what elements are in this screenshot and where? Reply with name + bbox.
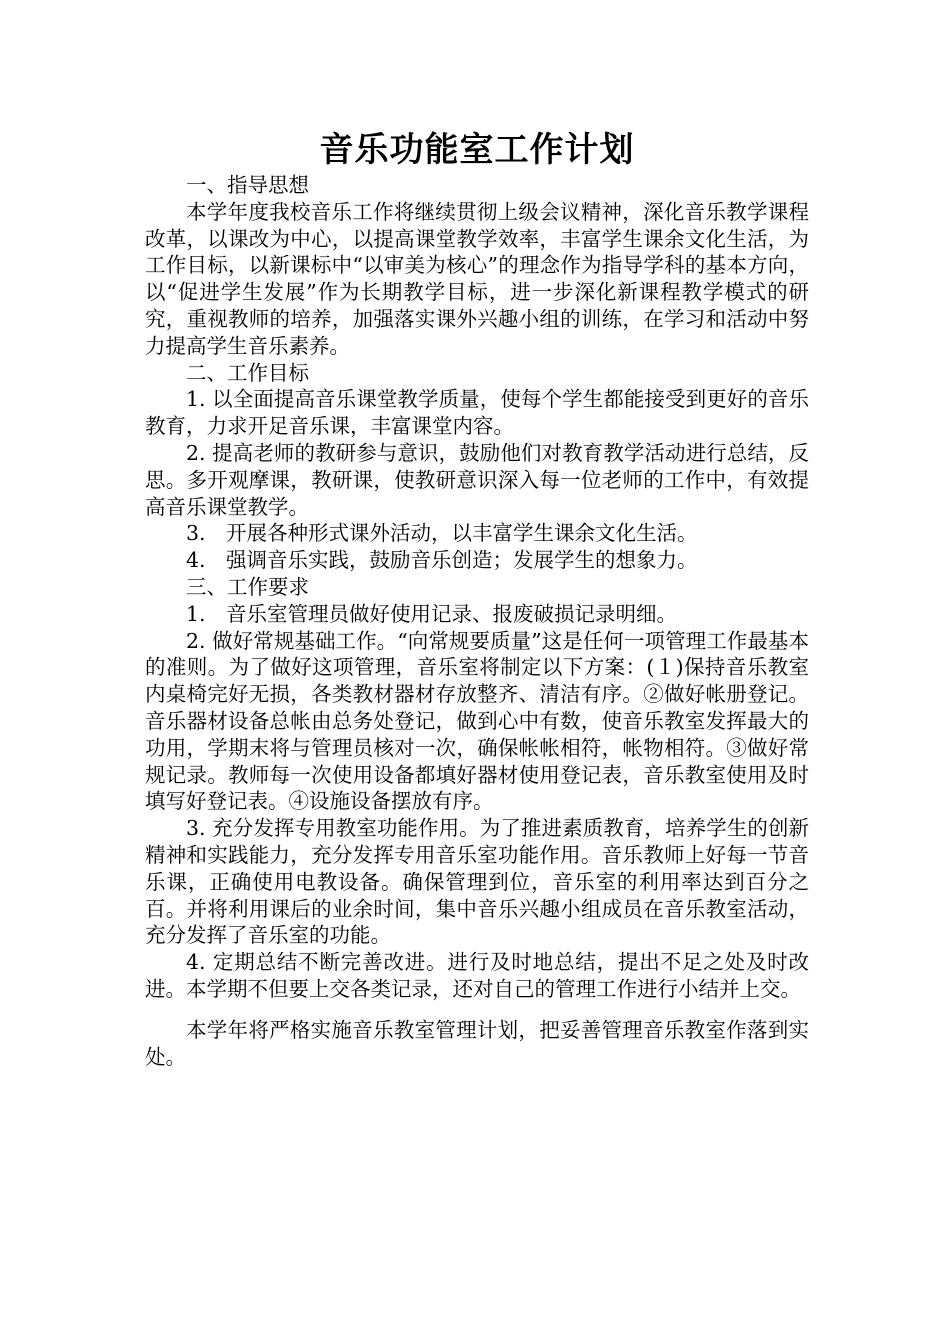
document-page bbox=[145, 128, 809, 1070]
paragraph-guiding-ideology: 本学年度我校音乐工作将继续贯彻上级会议精神，深化音乐教学课程改革，以课改为中心，以提高课堂教学效率，丰富学生课余文化生活，为工作目标，以新课标中“以审美为核心”的理念作为指导学科的基本方向，以“促进学生发展”作为长期教学目标，进一步深化新课程教学模式的研究，重视教师的培养，加强落实课外兴趣小组的训练，在学习和活动中努力提高学生音乐素养。 bbox=[145, 199, 809, 358]
section-heading-guiding-ideology: 一、指导思想 bbox=[186, 173, 309, 197]
document-title: 音乐功能室工作计划 bbox=[319, 130, 635, 170]
goal-item-3: 3. 开展各种形式课外活动，以丰富学生课余文化生活。 bbox=[186, 521, 698, 546]
goal-item-2: 2. 提高老师的教研参与意识，鼓励他们对教育教学活动进行总结，反思。多开观摩课，教研课，使教研意识深入每一位老师的工作中，有效提高音乐课堂教学。 bbox=[145, 440, 809, 519]
requirement-item-3: 3. 充分发挥专用教室功能作用。为了推进素质教育，培养学生的创新精神和实践能力，充分发挥专用音乐室功能作用。音乐教师上好每一节音乐课，正确使用电教设备。确保管理到位，音乐室的利用率达到百分之百。并将利用课后的业余时间，集中音乐兴趣小组成员在音乐教室活动，充分发挥了音乐室的功能。 bbox=[145, 816, 809, 948]
section-heading-work-requirements: 三、工作要求 bbox=[186, 574, 309, 599]
requirement-item-1: 1. 音乐室管理员做好使用记录、报废破损记录明细。 bbox=[186, 601, 678, 626]
section-heading-work-goals: 二、工作目标 bbox=[186, 360, 309, 385]
requirement-item-4: 4. 定期总结不断完善改进。进行及时地总结，提出不足之处及时改进。本学期不但要上交各类记录，还对自己的管理工作进行小结并上交。 bbox=[145, 950, 809, 1001]
goal-item-1: 1. 以全面提高音乐课堂教学质量，使每个学生都能接受到更好的音乐教育，力求开足音乐课，丰富课堂内容。 bbox=[145, 387, 809, 439]
closing-paragraph: 本学年将严格实施音乐教室管理计划，把妥善管理音乐教室作落到实处。 bbox=[145, 1017, 809, 1069]
requirement-item-2: 2. 做好常规基础工作。“向常规要质量”这是任何一项管理工作最基本的准则。为了做好这项管理，音乐室将制定以下方案：(１)保持音乐教室内桌椅完好无损，各类教材器材存放整齐、清洁有序。②做好帐册登记。音乐器材设备总帐由总务处登记，做到心中有数，使音乐教室发挥最大的功用，学期末将与管理员核对一次，确保帐帐相符，帐物相符。③做好常规记录。教师每一次使用设备都填好器材使用登记表，音乐教室使用及时填写好登记表。④设施设备摆放有序。 bbox=[145, 628, 809, 814]
goal-item-4: 4. 强调音乐实践，鼓励音乐创造；发展学生的想象力。 bbox=[186, 548, 698, 573]
document-body bbox=[145, 172, 809, 1070]
